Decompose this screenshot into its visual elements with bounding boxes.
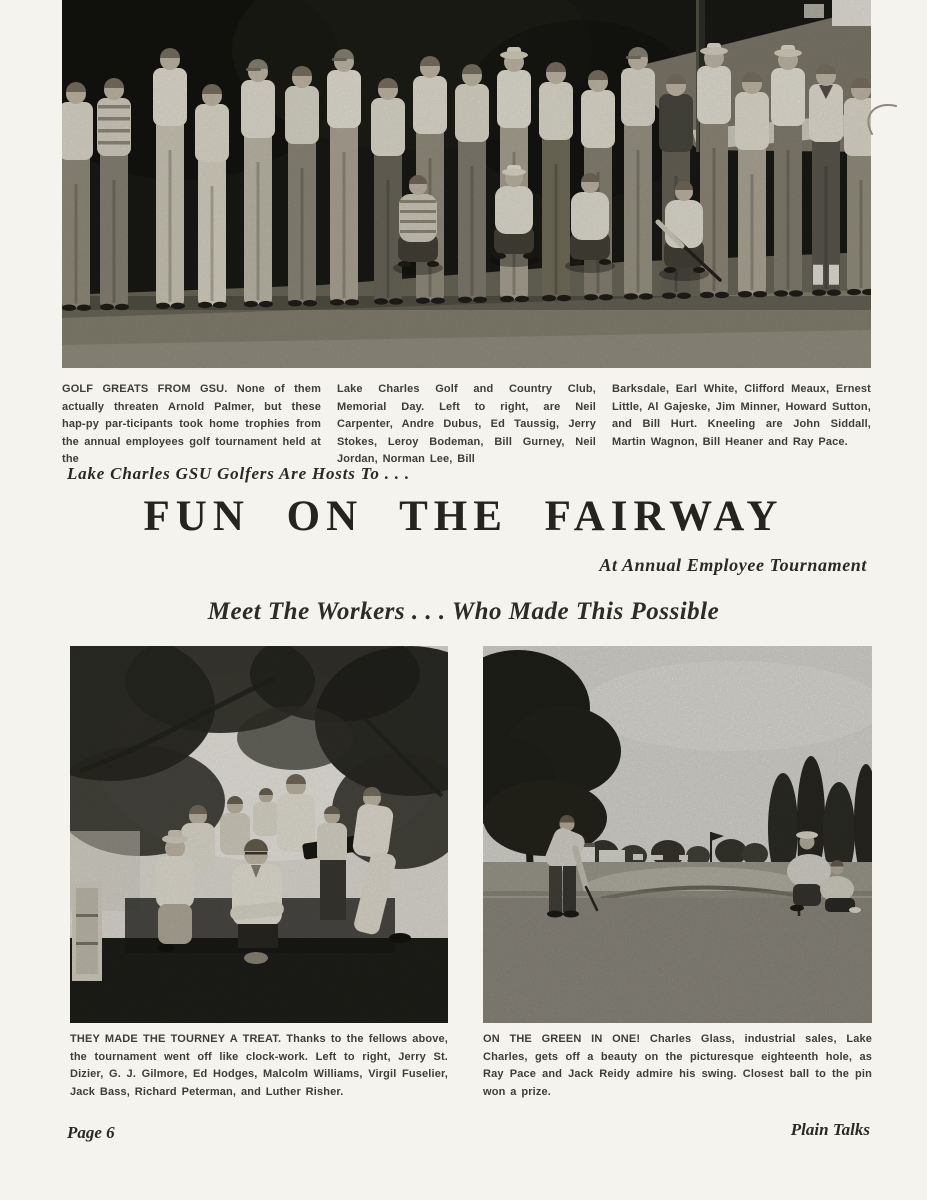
caption-column-3: Barksdale, Earl White, Clifford Meaux, Ernest Little, Al Gajeske, Jim Minner, Howard Sutton, and Bill Hurt. Kneeling are John Siddall, Martin Wagnon, Bill Heaner and Ray Pace. (612, 383, 871, 448)
caption-column-2: Lake Charles Golf and Country Club, Memorial Day. Left to right, are Neil Carpenter, Andre Dubus, Ed Taussig, Jerry Stokes, Leroy Bodeman, Bill Gurney, Neil Jordan, Norman Lee, Bill (337, 383, 596, 465)
green-photo-caption: ON THE GREEN IN ONE! Charles Glass, industrial sales, Lake Charles, gets off a beauty on the picturesque eighteenth hole, as Ray Pace and Jack Reidy admire his swing. Closest ball to the pin won a prize. (483, 1033, 872, 1098)
group-photo (62, 0, 871, 368)
workers-photo-art (70, 646, 448, 1023)
scan-blemish-mark (860, 96, 908, 140)
group-photo-art (62, 0, 871, 368)
publication-name: Plain Talks (790, 1120, 870, 1139)
section-heading: Meet The Workers . . . Who Made This Possible (207, 598, 720, 625)
caption-column-1: GOLF GREATS FROM GSU. None of them actually threaten Arnold Palmer, but these hap-py par-ticipants took home trophies from the annual employees golf tournament held at the (62, 383, 321, 465)
workers-photo (70, 646, 448, 1023)
page-number: Page 6 (67, 1123, 115, 1142)
page-title: FUN ON THE FAIRWAY (143, 493, 784, 540)
workers-photo-caption: THEY MADE THE TOURNEY A TREAT. Thanks to the fellows above, the tournament went off like clock-work. Left to right, Jerry St. Dizier, G. J. Gilmore, Ed Hodges, Malcolm Williams, Virgil Fuselier, Jack Bass, Richard Peterman, and Luther Risher. (70, 1033, 448, 1098)
kicker-line: Lake Charles GSU Golfers Are Hosts To . . . (67, 464, 410, 483)
green-photo-art (483, 646, 872, 1023)
green-photo (483, 646, 872, 1023)
top-photo-caption (62, 381, 871, 469)
subtitle-line: At Annual Employee Tournament (599, 555, 867, 575)
